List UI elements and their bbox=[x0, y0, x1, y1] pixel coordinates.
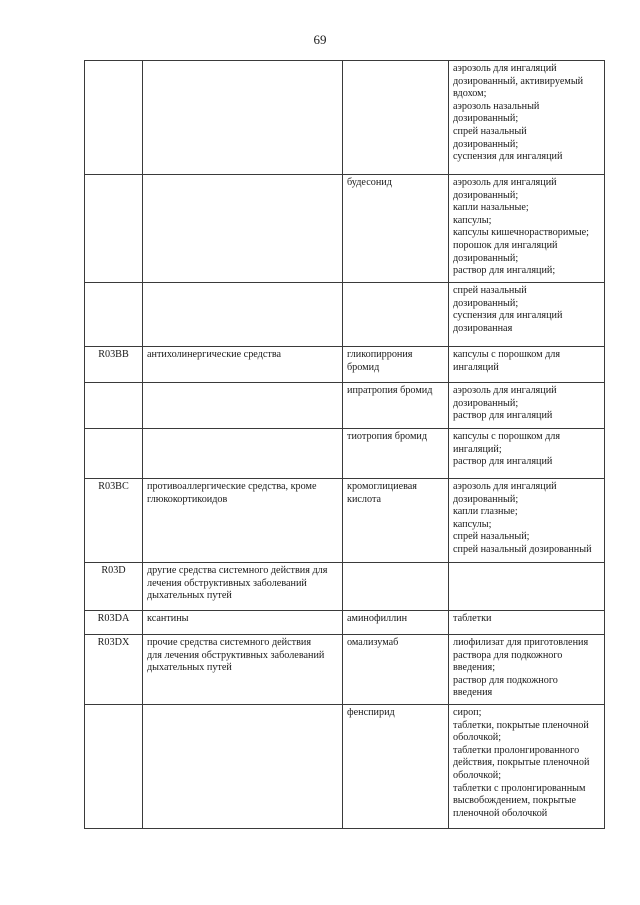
atc-code-cell bbox=[85, 175, 143, 283]
drug-name-cell: гликопиррония бромид bbox=[343, 347, 449, 383]
dosage-forms-cell bbox=[449, 563, 605, 611]
drug-name-cell: ипратропия бромид bbox=[343, 383, 449, 429]
drug-name-cell: кромоглициевая кислота bbox=[343, 479, 449, 563]
dosage-forms-cell: капсулы с порошком для ингаляций; раствор для ингаляций bbox=[449, 429, 605, 479]
atc-code-cell bbox=[85, 283, 143, 347]
drug-name-cell: тиотропия бромид bbox=[343, 429, 449, 479]
table-row bbox=[85, 175, 605, 283]
group-name-cell bbox=[143, 283, 343, 347]
group-name-cell bbox=[143, 175, 343, 283]
group-name-cell bbox=[143, 705, 343, 829]
drug-name-cell: будесонид bbox=[343, 175, 449, 283]
group-name-cell bbox=[143, 429, 343, 479]
table-row bbox=[85, 283, 605, 347]
atc-code-cell bbox=[85, 429, 143, 479]
table-row bbox=[85, 61, 605, 175]
group-name-cell: противоаллергические средства, кроме глюкокортикоидов bbox=[143, 479, 343, 563]
group-name-cell bbox=[143, 61, 343, 175]
dosage-forms-cell: спрей назальный дозированный; суспензия для ингаляций дозированная bbox=[449, 283, 605, 347]
atc-code-cell: R03BB bbox=[85, 347, 143, 383]
group-name-cell: ксантины bbox=[143, 611, 343, 635]
atc-code-cell bbox=[85, 705, 143, 829]
atc-code-cell: R03D bbox=[85, 563, 143, 611]
dosage-forms-cell: аэрозоль для ингаляций дозированный; капли глазные; капсулы; спрей назальный; спрей назальный дозированный bbox=[449, 479, 605, 563]
group-name-cell: антихолинергические средства bbox=[143, 347, 343, 383]
table-row bbox=[85, 563, 605, 611]
drug-name-cell: фенспирид bbox=[343, 705, 449, 829]
page-number: 69 bbox=[313, 32, 327, 47]
dosage-forms-cell: аэрозоль для ингаляций дозированный, активируемый вдохом; аэрозоль назальный дозированный; спрей назальный дозированный; суспензия для ингаляций bbox=[449, 61, 605, 175]
group-name-cell bbox=[143, 383, 343, 429]
table-row bbox=[85, 479, 605, 563]
drug-classification-table bbox=[84, 60, 605, 829]
atc-code-cell: R03DX bbox=[85, 635, 143, 705]
table-row bbox=[85, 429, 605, 479]
dosage-forms-cell: лиофилизат для приготовления раствора для подкожного введения; раствор для подкожного введения bbox=[449, 635, 605, 705]
drug-name-cell bbox=[343, 563, 449, 611]
table-row bbox=[85, 383, 605, 429]
table-row bbox=[85, 705, 605, 829]
dosage-forms-cell: таблетки bbox=[449, 611, 605, 635]
atc-code-cell: R03DA bbox=[85, 611, 143, 635]
dosage-forms-cell: аэрозоль для ингаляций дозированный; капли назальные; капсулы; капсулы кишечнорастворимые; порошок для ингаляций дозированный; раствор для ингаляций; bbox=[449, 175, 605, 283]
table-row bbox=[85, 635, 605, 705]
drug-name-cell bbox=[343, 61, 449, 175]
dosage-forms-cell: сироп; таблетки, покрытые пленочной оболочкой; таблетки пролонгированного действия, покрытые пленочной оболочкой; таблетки с пролонгированным высвобождением, покрытые пленочной оболочкой bbox=[449, 705, 605, 829]
dosage-forms-cell: аэрозоль для ингаляций дозированный; раствор для ингаляций bbox=[449, 383, 605, 429]
drug-name-cell: омализумаб bbox=[343, 635, 449, 705]
group-name-cell: прочие средства системного действия для лечения обструктивных заболеваний дыхательных путей bbox=[143, 635, 343, 705]
atc-code-cell: R03BC bbox=[85, 479, 143, 563]
drug-name-cell: аминофиллин bbox=[343, 611, 449, 635]
group-name-cell: другие средства системного действия для лечения обструктивных заболеваний дыхательных путей bbox=[143, 563, 343, 611]
drug-name-cell bbox=[343, 283, 449, 347]
table-row bbox=[85, 611, 605, 635]
atc-code-cell bbox=[85, 383, 143, 429]
atc-code-cell bbox=[85, 61, 143, 175]
table-row bbox=[85, 347, 605, 383]
dosage-forms-cell: капсулы с порошком для ингаляций bbox=[449, 347, 605, 383]
